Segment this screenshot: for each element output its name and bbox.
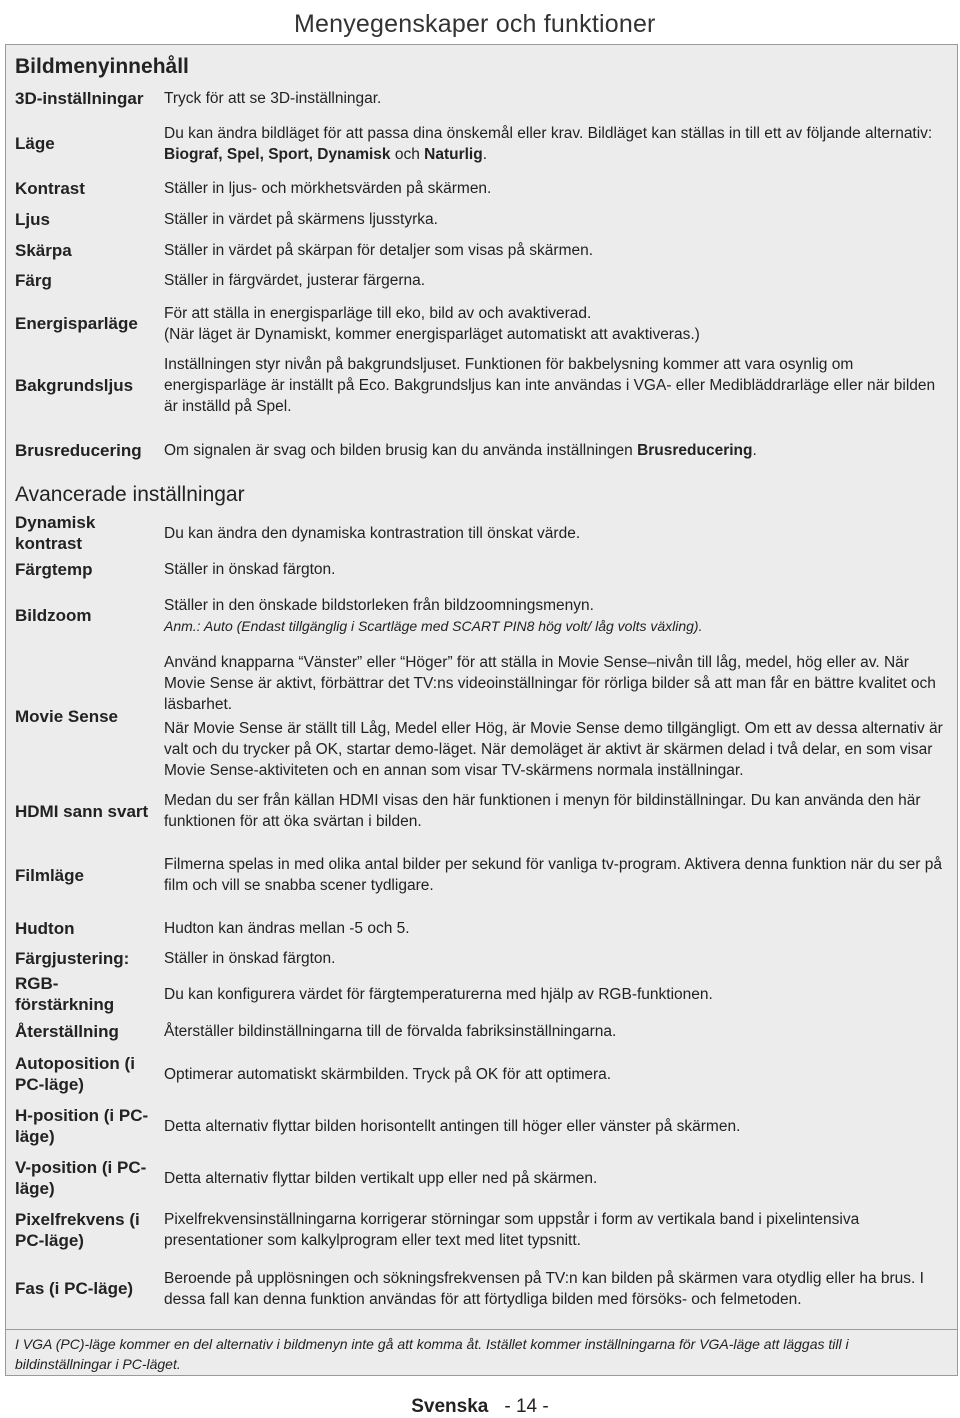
text-segment: Du kan ändra bildläget för att passa dina önskemål eller krav. Bildläget kan ställas in till ett av följande alternativ: <box>164 124 933 142</box>
row-label: Ljus <box>15 210 50 229</box>
table-row <box>6 83 957 114</box>
table-row <box>6 836 957 914</box>
description-line <box>164 652 951 715</box>
table-row <box>6 646 957 786</box>
text-segment: För att ställa in energisparläge till eko, bild av och avaktiverad. <box>164 304 592 322</box>
page-number: - 14 - <box>504 1396 549 1417</box>
table-row <box>6 204 957 235</box>
text-segment: Detta alternativ flyttar bilden vertikalt upp eller ned på skärmen. <box>164 1169 598 1187</box>
description-line <box>164 303 951 324</box>
description-line <box>164 1168 951 1189</box>
row-label: Dynamisk kontrast <box>15 513 96 553</box>
text-segment: Hudton kan ändras mellan -5 och 5. <box>164 919 410 937</box>
description-line <box>164 1268 951 1310</box>
table-row <box>6 786 957 836</box>
row-label: Pixelfrekvens (i PC-läge) <box>15 1210 140 1250</box>
text-segment: Ställer in färgvärdet, justerar färgerna. <box>164 272 426 289</box>
text-segment: . <box>482 145 488 163</box>
row-label: Läge <box>15 134 55 153</box>
page-footer <box>0 1396 960 1418</box>
row-label: Bakgrundsljus <box>15 375 134 395</box>
text-segment: Återställer bildinställningarna till de förvalda fabriksinställningarna. <box>164 1022 617 1040</box>
row-description <box>154 1204 957 1256</box>
table-row <box>6 235 957 265</box>
description-line <box>164 948 951 969</box>
text-segment: Du kan konfigurera värdet för färgtemperaturerna med hjälp av RGB-funktionen. <box>164 985 713 1003</box>
text-segment: Anm.: Auto (Endast tillgänglig i Scartläge med SCART PIN8 hög volt/ låg volts växling). <box>164 617 703 634</box>
row-description <box>154 974 957 1014</box>
table-row <box>6 1256 957 1321</box>
description-line <box>164 88 951 109</box>
row-label: Fas (i PC-läge) <box>15 1279 134 1298</box>
row-label: Kontrast <box>15 179 85 198</box>
table-row <box>6 1204 957 1256</box>
text-segment: Ställer in värdet på skärpan för detaljer som visas på skärmen. <box>164 241 594 259</box>
description-line <box>164 790 951 832</box>
text-segment: Filmerna spelas in med olika antal bilder per sekund för vanliga tv-program. Aktivera denna funktion när du ser på film och vill se snabba scener tydligare. <box>164 856 942 894</box>
table-row <box>6 585 957 646</box>
text-segment: Optimerar automatiskt skärmbilden. Tryck på OK för att optimera. <box>164 1065 612 1083</box>
text-segment: Ställer in värdet på skärmens ljusstyrka. <box>164 211 438 228</box>
text-segment: och <box>390 145 425 163</box>
table-row <box>6 296 957 351</box>
row-label: Hudton <box>15 918 75 938</box>
text-segment: (När läget är Dynamiskt, kommer energisparläget automatiskt att avaktiveras.) <box>164 325 700 343</box>
row-label: Färg <box>15 271 52 290</box>
table-row <box>6 974 957 1014</box>
row-label: HDMI sann svart <box>15 801 149 821</box>
description-line <box>164 270 951 291</box>
table-row <box>6 1152 957 1204</box>
row-description <box>154 83 957 114</box>
row-description <box>154 513 957 553</box>
footer-language: Svenska <box>411 1396 489 1417</box>
section-title-picture-menu: Bildmenyinnehåll <box>15 55 189 78</box>
text-segment: Medan du ser från källan HDMI visas den här funktionen i menyn för bildinställningar. Du kan använda den här funktionen för att öka svärtan i bilden. <box>164 792 921 830</box>
description-line <box>164 854 951 896</box>
table-row <box>6 173 957 204</box>
row-label: V-position (i PC-läge) <box>15 1158 147 1198</box>
row-description <box>154 585 957 646</box>
description-line <box>164 984 951 1005</box>
table-row <box>6 419 957 482</box>
section-title-advanced: Avancerade inställningar <box>15 483 245 506</box>
table-row <box>6 1048 957 1100</box>
row-description <box>154 914 957 942</box>
row-description <box>154 204 957 235</box>
row-label: RGB-förstärkning <box>15 974 115 1014</box>
row-description <box>154 1152 957 1204</box>
description-line <box>164 178 951 199</box>
text-segment: Du kan ändra den dynamiska kontrastration till önskat värde. <box>164 524 581 542</box>
text-segment: Ställer in önskad färgton. <box>164 949 336 967</box>
row-label: Energisparläge <box>15 314 138 333</box>
row-description <box>154 942 957 974</box>
text-segment: Inställningen styr nivån på bakgrundsljuset. Funktionen för bakbelysning kommer att vara osynlig om energisparläge är inställt på Eco. Bakgrundsljus kan inte användas i VGA- eller Medibläddrarläge eller när bilden är inställd på Spel. <box>164 355 936 415</box>
table-row <box>6 914 957 942</box>
row-label: Skärpa <box>15 240 72 260</box>
row-description <box>154 553 957 585</box>
row-label: Autoposition (i PC-läge) <box>15 1054 135 1094</box>
row-description <box>154 351 957 419</box>
row-label: Movie Sense <box>15 706 118 726</box>
row-description <box>154 235 957 265</box>
description-line <box>164 523 951 544</box>
text-segment: Detta alternativ flyttar bilden horisontellt antingen till höger eller vänster på skärmen. <box>164 1117 741 1135</box>
text-segment: Beroende på upplösningen och sökningsfrekvensen på TV:n kan bilden på skärmen vara otydlig eller ha brus. I dessa fall kan denna funktion användas för att förtydliga bilden med försöks- och felmetoden. <box>164 1269 924 1308</box>
description-line <box>164 123 951 165</box>
row-label: Färgjustering: <box>15 948 130 968</box>
table-row <box>6 351 957 419</box>
content-frame <box>5 44 958 1376</box>
row-description <box>154 1014 957 1048</box>
row-description <box>154 786 957 836</box>
text-segment: Tryck för att se 3D-inställningar. <box>164 90 382 107</box>
description-line <box>164 616 951 637</box>
description-line <box>164 595 951 616</box>
table-row <box>6 513 957 553</box>
bold-text: Brusreducering <box>637 442 753 459</box>
text-segment: . <box>752 442 757 459</box>
description-line <box>164 559 951 580</box>
row-label: Brusreducering <box>15 441 142 460</box>
row-label: Bildzoom <box>15 606 92 625</box>
description-line <box>164 918 951 939</box>
row-description <box>154 1256 957 1321</box>
text-segment: När Movie Sense är ställt till Låg, Medel eller Hög, är Movie Sense demo tillgängligt. Om ett av dessa alternativ är valt och du trycker på OK, startar demo-läget. När demoläget är aktivt är skärmen delad i två delar, en som visar Movie Sense-aktiviteten och en annan som visar TV-skärmens normala inställningar. <box>164 719 943 779</box>
text-segment: Ställer in ljus- och mörkhetsvärden på skärmen. <box>164 180 492 197</box>
text-segment: Använd knapparna “Vänster” eller “Höger” för att ställa in Movie Sense–nivån till låg, medel, hög eller av. När Movie Sense är aktivt, förbättrar det TV:ns videoinställningar för rörliga bilder så att man får en bättre kvalitet och läsbarhet. <box>164 653 936 713</box>
description-line <box>164 209 951 230</box>
description-line <box>164 1116 951 1137</box>
row-label: Återställning <box>15 1021 119 1041</box>
row-description <box>154 419 957 482</box>
vga-note: I VGA (PC)-läge kommer en del alternativ i bildmenyn inte gå att komma åt. Istället kommer inställningarna för VGA-läge att läggas till i bildinställningar i PC-läget. <box>6 1329 957 1378</box>
table-row <box>6 1100 957 1152</box>
description-line <box>164 718 951 781</box>
description-line <box>164 440 951 461</box>
table-row <box>6 114 957 173</box>
row-label: Färgtemp <box>15 559 93 579</box>
table-row <box>6 942 957 974</box>
row-label: Filmläge <box>15 865 84 885</box>
description-line <box>164 324 951 345</box>
row-description <box>154 114 957 173</box>
bold-text: Naturlig <box>424 145 483 163</box>
row-description <box>154 265 957 296</box>
row-label: 3D-inställningar <box>15 89 144 108</box>
text-segment: Ställer in den önskade bildstorleken från bildzoomningsmenyn. <box>164 596 594 614</box>
description-line <box>164 354 951 417</box>
description-line <box>164 240 951 261</box>
page-title: Menyegenskaper och funktioner <box>294 10 656 38</box>
row-label: H-position (i PC-läge) <box>15 1106 149 1146</box>
row-description <box>154 296 957 351</box>
description-line <box>164 1209 951 1251</box>
bold-text: Biograf, Spel, Sport, Dynamisk <box>164 145 391 163</box>
row-description <box>154 173 957 204</box>
table-row <box>6 1014 957 1048</box>
text-segment: Ställer in önskad färgton. <box>164 560 336 578</box>
row-description <box>154 1100 957 1152</box>
row-description <box>154 836 957 914</box>
text-segment: Pixelfrekvensinställningarna korrigerar störningar som uppstår i form av vertikala band i pixelintensiva presentationer som kalkylprogram eller text med litet typsnitt. <box>164 1211 860 1249</box>
description-line <box>164 1064 951 1085</box>
table-row <box>6 265 957 296</box>
table-row <box>6 553 957 585</box>
row-description <box>154 646 957 786</box>
text-segment: Om signalen är svag och bilden brusig kan du använda inställningen <box>164 442 638 459</box>
description-line <box>164 1021 951 1042</box>
row-description <box>154 1048 957 1100</box>
